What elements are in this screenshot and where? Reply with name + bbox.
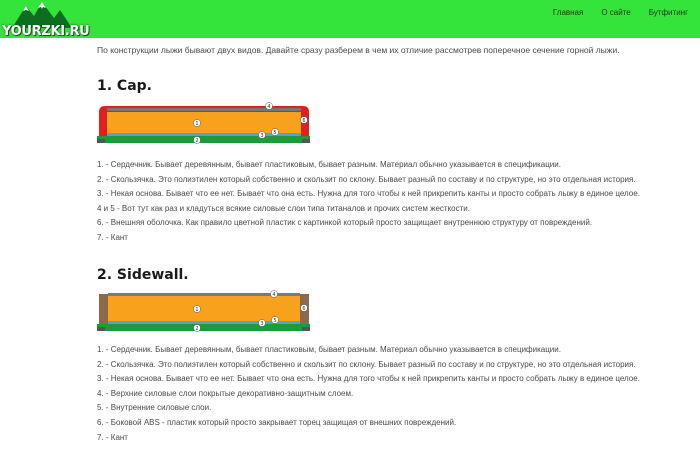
diagram-label-5: 5 (273, 130, 277, 136)
header-faded-text (95, 2, 515, 32)
site-logo[interactable] (0, 0, 95, 42)
main-nav (553, 8, 688, 17)
sidewall-cross-section-diagram (97, 290, 312, 332)
diagram-label-4: 4 (272, 292, 276, 298)
nav-item-about[interactable]: О сайте (601, 8, 631, 17)
diagram-label-3: 3 (260, 321, 264, 327)
section-title-sidewall: 2. Sidewall. (97, 267, 189, 283)
list-item: 1. - Сердечник. Бывает деревянным, бывает пластиковым, бывает разным. Материал обычно указывается в спецификации. (97, 345, 561, 354)
cap-cross-section-diagram (97, 102, 312, 144)
diagram-label-1: 1 (195, 307, 199, 313)
list-item: 2. - Скользячка. Это полиэтилен который собственно и скользит по склону. Бывает разный по составу и по структуре, но это отдельная история. (97, 174, 636, 184)
list-item: 5. - Внутренние силовые слои. (97, 403, 212, 413)
diagram-label-1: 1 (195, 121, 199, 127)
intro-paragraph: По конструкции лыжи бывают двух видов. Давайте сразу разберем в чем их отличие рассмотрев поперечное сечение горной лыжи. (97, 45, 620, 55)
nav-item-home[interactable]: Главная (552, 8, 584, 17)
list-item: 2. - Скользячка. Это полиэтилен который собственно и скользит по склону. Бывает разный по составу и по структуре, но это отдельная история. (97, 359, 636, 369)
section-title-cap: 1. Cap. (97, 78, 152, 94)
list-item: 7. - Кант (97, 232, 128, 242)
logo-text: YOURZKI.RU (2, 24, 90, 39)
list-item: 1. - Сердечник. Бывает деревянным, бывает пластиковым, бывает разным. Материал обычно указывается в спецификации. (97, 160, 561, 169)
list-item: 6. - Боковой ABS - пластик который просто закрывает торец защищая от внешних повреждений. (97, 417, 457, 427)
diagram-label-3: 3 (260, 133, 264, 139)
list-item: 3. - Некая основа. Бывает что ее нет. Бывает что она есть. Нужна для того чтобы к ней прикрепить канты и просто собрать лыжу в единое целое. (97, 189, 640, 199)
diagram-label-6: 6 (302, 306, 306, 312)
nav-item-bootfitting[interactable]: Бутфитинг (648, 8, 688, 17)
diagram-label-2: 2 (195, 138, 199, 144)
diagram-label-2: 2 (195, 326, 199, 332)
list-item: 6. - Внешняя оболочка. Как правило цветной пластик с картинкой который просто защищает внутреннюю структуру от повреждений. (97, 218, 593, 228)
list-item: 3. - Некая основа. Бывает что ее нет. Бывает что она есть. Нужна для того чтобы к ней прикрепить канты и просто собрать лыжу в единое целое. (97, 374, 640, 384)
diagram-label-5: 5 (273, 318, 277, 324)
cap-legend-list (97, 158, 640, 246)
list-item: 4. - Верхние силовые слои покрытые декоративно-защитным слоем. (97, 388, 354, 398)
article-content (97, 40, 697, 442)
diagram-label-4: 4 (267, 104, 271, 110)
sidewall-legend-list (97, 343, 640, 445)
list-item: 7. - Кант (97, 432, 128, 442)
diagram-label-6: 6 (302, 118, 306, 124)
list-item: 4 и 5 - Вот тут как раз и кладуться всякие силовые слои типа титаналов и прочих систем жесткости. (97, 203, 470, 213)
